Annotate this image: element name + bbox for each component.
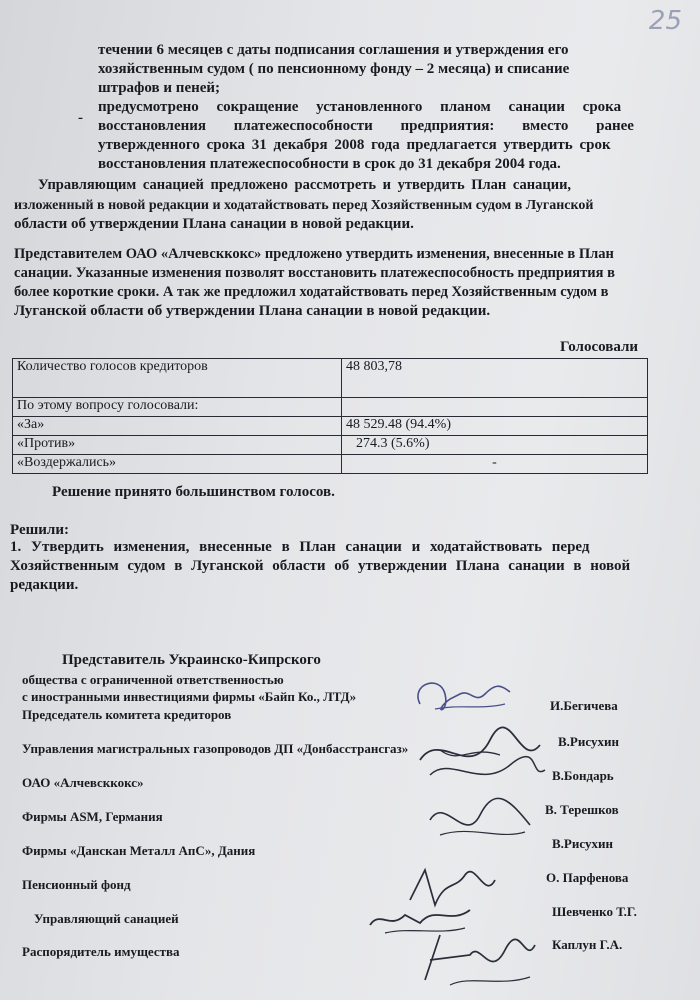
signature-mark <box>400 664 520 724</box>
table-cell-label: «Против» <box>13 436 342 455</box>
signatory-label: Управляющий санацией <box>34 911 179 926</box>
bullet-mark: - <box>78 110 83 126</box>
intro-line: хозяйственным судом ( по пенсионному фонду – 2 месяца) и списание <box>98 61 570 77</box>
resolved-line: Хозяйственным судом в Луганской области об утверждении Плана санации в новой <box>10 558 631 574</box>
page-number: 25 <box>648 6 682 36</box>
intro-line: штрафов и пеней; <box>98 80 221 96</box>
table-row <box>13 455 648 474</box>
table-cell-label: Количество голосов кредиторов <box>13 359 342 398</box>
signatory-label: Пенсионный фонд <box>22 877 131 892</box>
table-cell-value: 48 529.48 (94.4%) <box>342 417 648 436</box>
table-cell-label: «Воздержались» <box>13 455 342 474</box>
signatory-label: Распорядитель имущества <box>22 944 180 959</box>
manager-para-line: области об утверждении Плана санации в новой редакции. <box>14 216 414 232</box>
decision-text: Решение принято большинством голосов. <box>52 484 335 500</box>
rep-header-line: Представитель Украинско-Кипрского <box>62 652 321 668</box>
resolved-heading: Решили: <box>10 522 69 538</box>
signatory-name: Шевченко Т.Г. <box>552 904 637 919</box>
signatory-name: О. Парфенова <box>546 870 629 885</box>
signature-mark <box>410 720 550 800</box>
signatory-name: Каплун Г.А. <box>552 937 623 952</box>
signatory-label: Фирмы ASM, Германия <box>22 809 163 824</box>
signatory-label: Председатель комитета кредиторов <box>22 707 232 722</box>
signatory-label: Управления магистральных газопроводов ДП «Донбасстрансгаз» <box>22 741 409 756</box>
table-row <box>13 436 648 455</box>
bullet-line: восстановления платежеспособности в срок до 31 декабря 2004 года. <box>98 156 561 172</box>
manager-para-line: изложенный в новой редакции и ходатайствовать перед Хозяйственным судом в Луганской <box>14 198 594 213</box>
signatory-label: ОАО «Алчевсккокс» <box>22 775 144 790</box>
signature-mark <box>420 790 540 850</box>
voted-heading: Голосовали <box>560 339 639 355</box>
table-row <box>13 398 648 417</box>
resolved-line: редакции. <box>10 577 79 593</box>
resolved-line: 1. Утвердить изменения, внесенные в План санации и ходатайствовать перед <box>10 539 590 555</box>
signatory-name: И.Бегичева <box>550 698 618 713</box>
bullet-line: восстановления платежеспособности предприятия: вместо ранее <box>98 118 634 134</box>
rep-header-line: с иностранными инвестициями фирмы «Байп Ко., ЛТД» <box>22 689 357 704</box>
signatory-name: В.Бондарь <box>552 768 614 783</box>
table-cell-value: 48 803,78 <box>342 359 648 398</box>
bullet-line: предусмотрено сокращение установленного планом санации срока <box>98 99 622 115</box>
rep-para-line: санации. Указанные изменения позволят восстановить платежеспособность предприятия в <box>14 265 615 281</box>
vote-table <box>12 358 648 474</box>
signature-mark <box>410 925 540 995</box>
table-cell-value: - <box>342 455 648 474</box>
rep-para-line: Луганской области об утверждении Плана санации в новой редакции. <box>14 303 491 319</box>
rep-header-line: общества с ограниченной ответственностью <box>22 672 284 687</box>
table-cell-label: По этому вопросу голосовали: <box>13 398 342 417</box>
table-cell-value <box>342 398 648 417</box>
table-row <box>13 417 648 436</box>
table-row <box>13 359 648 398</box>
bullet-line: утвержденного срока 31 декабря 2008 года предлагается утвердить срок <box>98 137 611 153</box>
manager-para-line: Управляющим санацией предложено рассмотреть и утвердить План санации, <box>38 177 572 193</box>
table-cell-value: 274.3 (5.6%) <box>342 436 648 455</box>
rep-para-line: Представителем ОАО «Алчевсккокс» предложено утвердить изменения, внесенные в План <box>14 246 614 262</box>
signatory-name: В.Рисухин <box>558 734 619 749</box>
intro-line: течении 6 месяцев с даты подписания соглашения и утверждения его <box>98 42 569 58</box>
rep-para-line: более короткие сроки. А так же предложил ходатайствовать перед Хозяйственным судом в <box>14 284 609 300</box>
signatory-name: В. Терешков <box>545 802 619 817</box>
signatory-name: В.Рисухин <box>552 836 613 851</box>
table-cell-label: «За» <box>13 417 342 436</box>
signatory-label: Фирмы «Данскан Металл АпС», Дания <box>22 843 256 858</box>
